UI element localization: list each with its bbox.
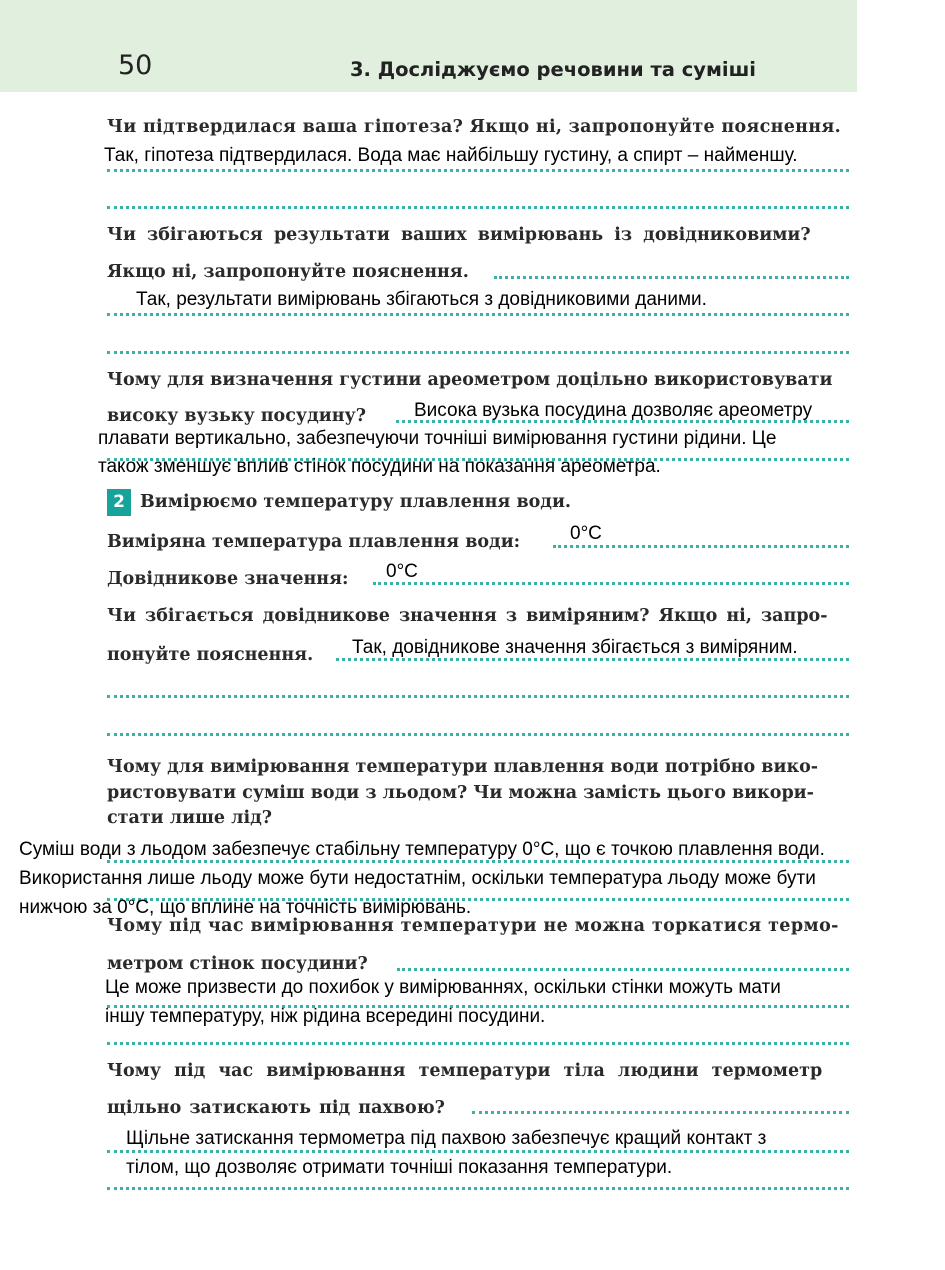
question-ice-water: Чому для вимірювання температури плавлення води потрібно вико- — [107, 757, 819, 777]
question-armpit: Чому під час вимірювання температури тіла людини термометр — [107, 1061, 823, 1081]
answer-line — [107, 206, 849, 209]
answer-line — [553, 545, 849, 548]
reference-value: 0°С — [386, 561, 418, 582]
chapter-title: 3. Досліджуємо речовини та суміші — [349, 58, 756, 81]
answer-thermometer-walls-line1: Це може призвести до похибок у вимірюваннях, оскільки стінки можуть мати — [105, 977, 781, 998]
measured-temperature-label: Виміряна температура плавлення води: — [107, 532, 521, 552]
answer-line — [373, 582, 849, 585]
page-header — [0, 0, 857, 92]
task-number-badge: 2 — [107, 489, 131, 516]
answer-line — [107, 733, 849, 736]
question-hypothesis — [107, 117, 857, 137]
question-reference-match-line2: Якщо ні, запропонуйте пояснення. — [107, 262, 469, 282]
answer-line — [397, 968, 849, 971]
answer-value-match: Так, довідникове значення збігається з виміряним. — [352, 637, 798, 658]
answer-line — [107, 313, 849, 316]
answer-line — [107, 695, 849, 698]
answer-line — [494, 276, 849, 279]
question-areometer-line2: високу вузьку посудину? — [107, 406, 366, 426]
question-ice-water-line3: стати лише лід? — [107, 808, 273, 828]
answer-line — [107, 1150, 849, 1153]
answer-areometer-line2: плавати вертикально, забезпечуючи точніші вимірювання густини рідини. Це — [98, 428, 777, 449]
measured-temperature-value: 0°С — [570, 523, 602, 544]
question-thermometer-walls-line2: метром стінок посудини? — [107, 954, 368, 974]
answer-ice-water-line2: Використання лише льоду може бути недостатнім, оскільки температура льоду може бути — [19, 868, 816, 889]
answer-line — [107, 1187, 849, 1190]
reference-value-label: Довідникове значення: — [107, 569, 349, 589]
answer-line — [107, 169, 849, 172]
question-areometer: Чому для визначення густини ареометром доцільно використовувати — [107, 370, 833, 390]
question-value-match: Чи збігається довідникове значення з виміряним? Якщо ні, запро- — [107, 606, 828, 626]
answer-ice-water-line1: Суміш води з льодом забезпечує стабільну температуру 0°С, що є точкою плавлення води. — [19, 839, 825, 860]
answer-thermometer-walls-line2: іншу температуру, ніж рідина всередині посудини. — [105, 1006, 546, 1027]
answer-areometer-line1: Висока вузька посудина дозволяє ареометру — [414, 400, 813, 421]
question-hypothesis-text: Чи підтвердилася ваша гіпотеза? Якщо ні, запропонуйте пояснення. — [107, 117, 841, 137]
answer-line — [107, 860, 849, 863]
question-thermometer-walls: Чому під час вимірювання температури не можна торкатися термо- — [107, 916, 839, 936]
task-title: Вимірюємо температуру плавлення води. — [140, 492, 572, 512]
answer-armpit-line1: Щільне затискання термометра під пахвою забезпечує кращий контакт з — [126, 1128, 767, 1149]
answer-line — [107, 1042, 849, 1045]
question-reference-match: Чи збігаються результати ваших вимірювань із довідниковими? — [107, 225, 811, 245]
question-armpit-line2: щільно затискають під пахвою? — [107, 1098, 445, 1118]
answer-reference-match: Так, результати вимірювань збігаються з довідниковими даними. — [136, 289, 707, 310]
answer-armpit-line2: тілом, що дозволяє отримати точніші показання температури. — [126, 1157, 673, 1178]
answer-line — [107, 351, 849, 354]
question-ice-water-line2: ристовувати суміш води з льодом? Чи можна замість цього викори- — [107, 783, 814, 803]
answer-areometer-line3: також зменшує вплив стінок посудини на показання ареометра. — [98, 456, 661, 477]
answer-ice-water-line3: нижчою за 0°С, що вплине на точність вимірювань. — [19, 897, 472, 918]
answer-line — [472, 1111, 849, 1114]
page-number: 50 — [118, 50, 153, 81]
question-value-match-line2: понуйте пояснення. — [107, 645, 314, 665]
answer-hypothesis: Так, гіпотеза підтвердилася. Вода має найбільшу густину, а спирт – найменшу. — [104, 145, 798, 166]
